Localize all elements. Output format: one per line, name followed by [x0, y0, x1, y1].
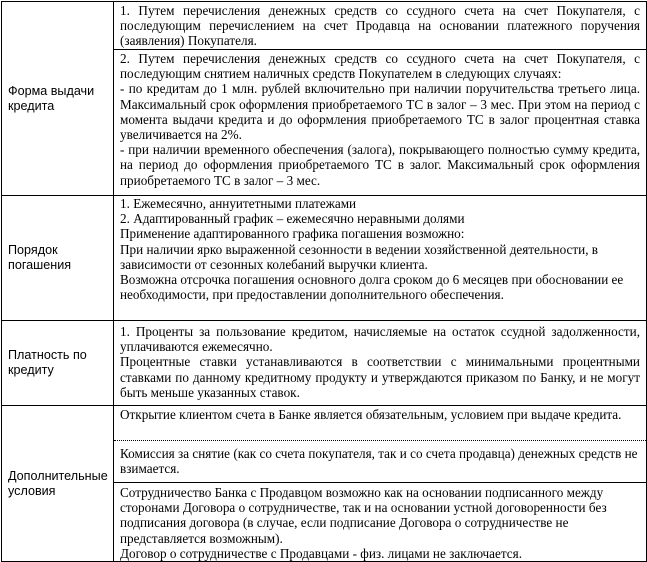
fee-cell	[114, 321, 647, 406]
row-label-fee: Платность по кредиту	[2, 321, 114, 406]
extra-condition-1	[114, 406, 647, 441]
form-item-2-case-2: - при наличии временного обеспечения (залога), покрывающего полностью сумму кредита, на период до оформления приобретаемого ТС в залог. Максимальный срок оформления приобретаемого ТС в залог – 3 мес.	[120, 142, 640, 188]
repayment-line-5: Возможна отсрочка погашения основного долга сроком до 6 месяцев при обосновании ее необходимости, при предоставлении дополнительного обеспечения.	[120, 272, 624, 303]
form-item-1-text: 1. Путем перечисления денежных средств со ссудного счета на счет Покупателя, с последующим перечислением на счет Продавца на основании платежного поручения (заявления) Покупателя.	[120, 3, 640, 49]
extra-condition-1-text: Открытие клиентом счета в Банке является обязательным, условием при выдаче кредита.	[120, 407, 622, 422]
repayment-line-1: 1. Ежемесячно, аннуитетными платежами	[120, 196, 357, 211]
repayment-line-4: При наличии ярко выраженной сезонности в ведении хозяйственной деятельности, в зависимости от сезонных колебаний выручки клиента.	[120, 241, 599, 272]
extra-condition-3b-text: Договор о сотрудничестве с Продавцами - физ. лицами не заключается.	[120, 545, 523, 561]
form-item-2-case-1: - по кредитам до 1 млн. рублей включительно при наличии поручительства третьего лица. Максимальный срок оформления приобретаемого ТС в залог – 3 мес. При этом на период с момента выдачи кредита и до оформления приобретаемого ТС в залог процентная ставка увеличивается на 2%.	[120, 81, 640, 143]
table-row	[2, 196, 647, 321]
extra-condition-2	[114, 441, 647, 483]
table-row	[2, 321, 647, 406]
extra-condition-2-text: Комиссия за снятие (как со счета покупателя, так и со счета продавца) денежных средств не взимается.	[120, 446, 638, 477]
table-row	[2, 406, 647, 441]
repayment-line-2: 2. Адаптированный график – ежемесячно неравными долями	[120, 211, 465, 227]
form-item-2-intro: 2. Путем перечисления денежных средств со ссудного счета на счет Покупателя, с последующим снятием наличных средств Покупателем в следующих случаях:	[120, 51, 640, 82]
row-label-extra: Дополнительные условия	[2, 406, 114, 562]
extra-condition-3a-text: Сотрудничество Банка с Продавцом возможно как на основании подписанного между сторонами Договора о сотрудничестве, так и на основании устной договоренности без подписания договора (в случае, если подписание Договора о сотрудничестве не представляется возможным).	[120, 485, 607, 546]
row-label-form: Форма выдачи кредита	[2, 2, 114, 196]
form-item-1	[114, 2, 647, 50]
form-item-2	[114, 50, 647, 196]
row-label-repayment: Порядок погашения	[2, 196, 114, 321]
conditions-table	[1, 1, 647, 562]
fee-line-1: 1. Проценты за пользование кредитом, начисляемые на остаток ссудной задолженности, уплачиваются ежемесячно.	[120, 324, 640, 355]
table-row	[2, 2, 647, 50]
repayment-cell	[114, 196, 647, 321]
repayment-line-3: Применение адаптированного графика погашения возможно:	[120, 226, 465, 242]
fee-line-2: Процентные ставки устанавливаются в соответствии с минимальными процентными ставками по данному кредитному продукту и утверждаются приказом по Банку, и не могут быть меньше указанных ставок.	[120, 354, 640, 400]
extra-condition-3	[114, 483, 647, 562]
